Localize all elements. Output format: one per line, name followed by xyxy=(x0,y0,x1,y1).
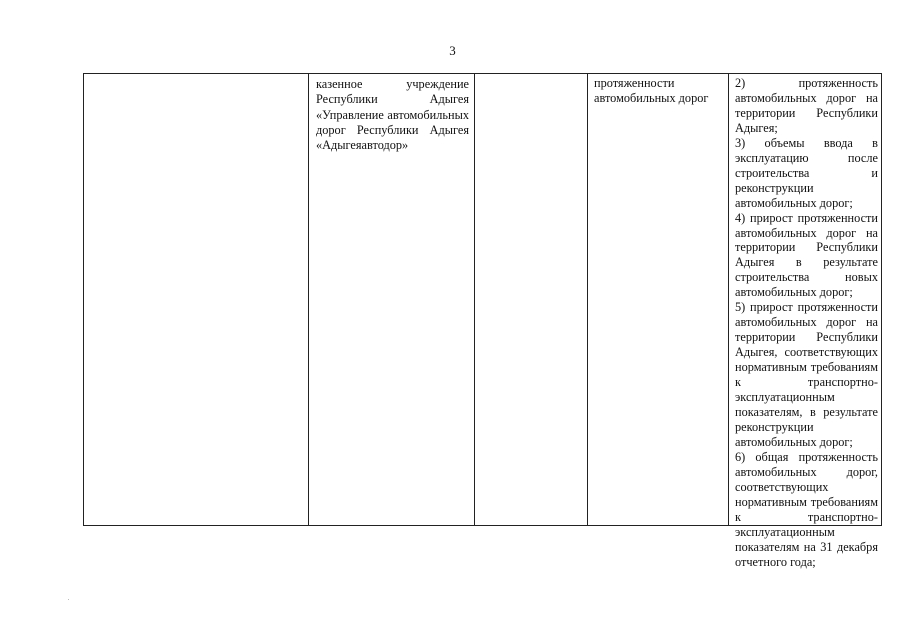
list-item: 6) общая протяженность автомобильных дорог, соответствующих нормативным требованиям к транспортно-эксплуатационным показателям на 31 декабря отчетного года; xyxy=(735,449,878,569)
indicator-text: протяженности автомобильных дорог xyxy=(594,76,709,106)
table-cell-col5 xyxy=(728,74,881,569)
table-cell-col4 xyxy=(587,74,728,525)
page-number: 3 xyxy=(449,43,456,58)
list-item: 2) протяженность автомобильных дорог на территории Республики Адыгея; xyxy=(735,76,878,135)
indicator-list xyxy=(729,74,881,569)
document-table xyxy=(83,73,882,569)
table-cell-col1 xyxy=(84,74,308,525)
table-cell-col2 xyxy=(308,74,474,525)
table-cell-col3 xyxy=(474,74,587,525)
responsible-executor-text: казенное учреждение Республики Адыгея «Управление автомобильных дорог Республики Адыгея «Адыгеяавтодор» xyxy=(316,77,469,153)
list-item: 3) объемы ввода в эксплуатацию после строительства и реконструкции автомобильных дорог; xyxy=(735,135,878,210)
list-item: 5) прирост протяженности автомобильных дорог на территории Республики Адыгея, соответствующих нормативным требованиям к транспортно-эксплуатационным показателям, в результате реконструкции автомобильных дорог; xyxy=(735,300,878,449)
scan-speck xyxy=(68,599,69,600)
list-item: 4) прирост протяженности автомобильных дорог на территории Республики Адыгея в результате строительства новых автомобильных дорог; xyxy=(735,210,878,300)
